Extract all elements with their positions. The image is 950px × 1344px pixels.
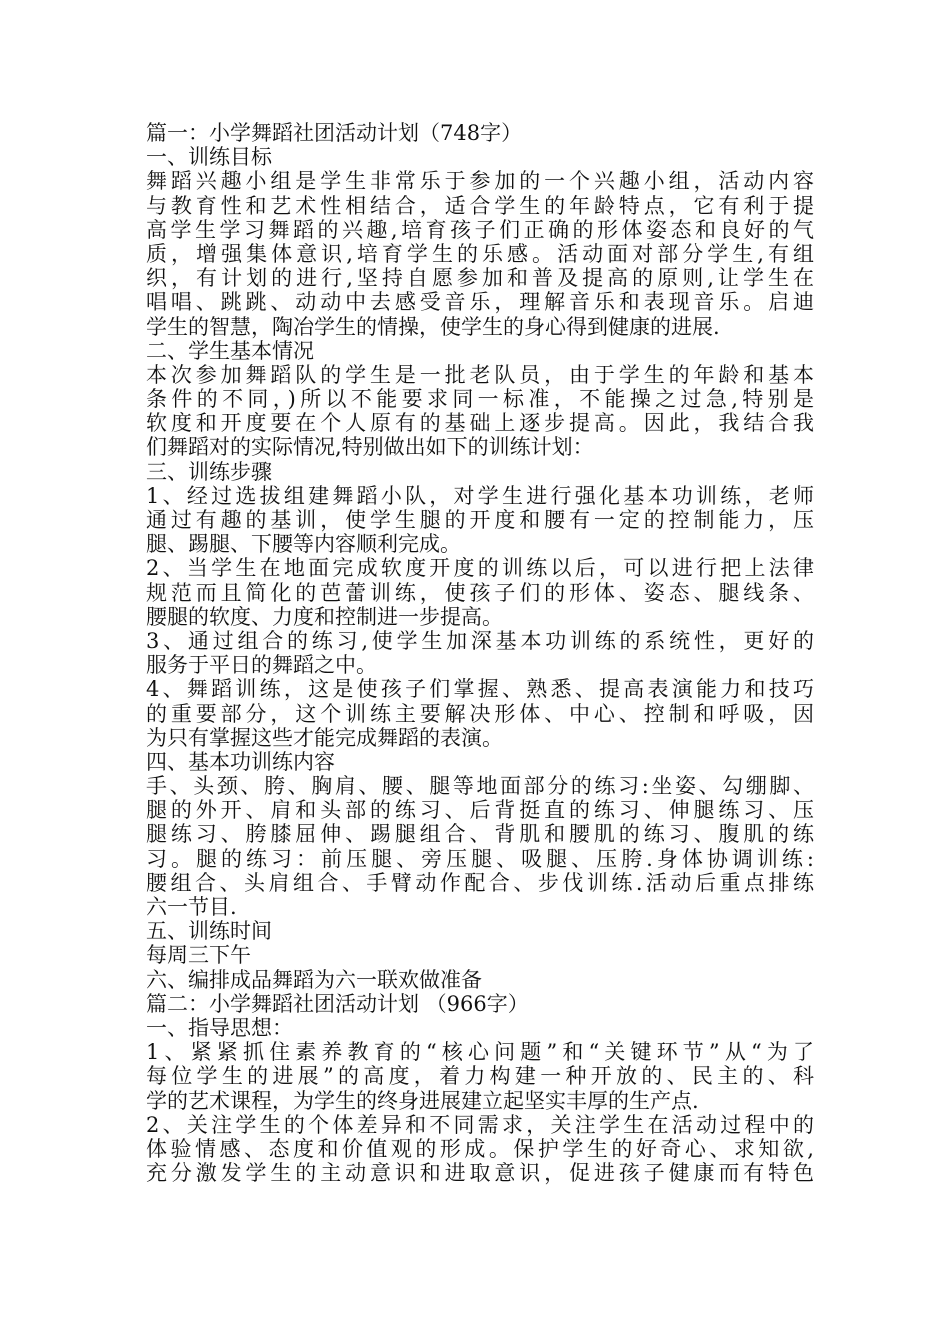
paragraph-line: 的重要部分，这个训练主要解决形体、中心、控制和呼吸，因: [146, 701, 814, 726]
paragraph-line: 每周三下午: [146, 943, 251, 968]
heading-training-steps: 三、训练步骤: [146, 459, 272, 484]
paragraph-line: 2、关注学生的个体差异和不同需求，关注学生在活动过程中的: [146, 1112, 814, 1137]
paragraph-line: 与教育性和艺术性相结合，适合学生的年龄特点，它有利于提: [146, 193, 814, 218]
heading-rehearsal: 六、编排成品舞蹈为六一联欢做准备: [146, 967, 482, 992]
paragraph-line: 3、通过组合的练习,使学生加深基本功训练的系统性，更好的: [146, 628, 814, 653]
paragraph-line: 2、当学生在地面完成软度开度的训练以后，可以进行把上法律: [146, 556, 814, 581]
paragraph-line: 手、头颈、胯、胸肩、腰、腿等地面部分的练习:坐姿、勾绷脚、: [146, 774, 814, 799]
heading-training-goals: 一、训练目标: [146, 145, 272, 170]
paragraph-line: 1、经过选拔组建舞蹈小队，对学生进行强化基本功训练，老师: [146, 483, 814, 508]
paragraph-line: 规范而且简化的芭蕾训练，使孩子们的形体、姿态、腿线条、: [146, 580, 814, 605]
paragraph-line: 学生的智慧，陶冶学生的情操，使学生的身心得到健康的进展.: [146, 314, 720, 339]
document-body: [146, 121, 814, 1185]
section-title-2: 篇二：小学舞蹈社团活动计划 （966字）: [146, 991, 529, 1016]
paragraph-line: 体验情感、态度和价值观的形成。保护学生的好奇心、求知欲,: [146, 1136, 814, 1161]
paragraph-line: 软度和开度要在个人原有的基础上逐步提高。因此，我结合我: [146, 411, 814, 436]
paragraph-line: 4、舞蹈训练，这是使孩子们掌握、熟悉、提高表演能力和技巧: [146, 677, 814, 702]
paragraph-line: 织，有计划的进行,坚持自愿参加和普及提高的原则,让学生在: [146, 266, 814, 291]
paragraph-line: 腰组合、头肩组合、手臂动作配合、步伐训练.活动后重点排练: [146, 870, 814, 895]
paragraph-line: 1、紧紧抓住素养教育的“核心问题”和“关键环节”从“为了: [146, 1040, 814, 1065]
paragraph-line: 本次参加舞蹈队的学生是一批老队员，由于学生的年龄和基本: [146, 362, 814, 387]
section-title-1: 篇一：小学舞蹈社团活动计划（748字）: [146, 121, 523, 145]
paragraph-line: 服务于平日的舞蹈之中。: [146, 653, 377, 678]
paragraph-line: 高学生学习舞蹈的兴趣,培育孩子们正确的形体姿态和良好的气: [146, 217, 814, 242]
paragraph-line: 充分激发学生的主动意识和进取意识，促进孩子健康而有特色: [146, 1161, 814, 1186]
paragraph-line: 腿的外开、肩和头部的练习、后背挺直的练习、伸腿练习、压: [146, 798, 814, 823]
paragraph-line: 习。腿的练习：前压腿、旁压腿、吸腿、压胯.身体协调训练:: [146, 846, 814, 871]
heading-basic-training-content: 四、基本功训练内容: [146, 749, 335, 774]
paragraph-line: 学的艺术课程，为学生的终身进展建立起坚实丰厚的生产点.: [146, 1088, 699, 1113]
paragraph-line: 腰腿的软度、力度和控制进一步提高。: [146, 604, 503, 629]
heading-training-time: 五、训练时间: [146, 919, 272, 944]
paragraph-line: 每位学生的进展”的高度，着力构建一种开放的、民主的、科: [146, 1064, 814, 1089]
heading-guiding-ideology: 一、指导思想：: [146, 1015, 293, 1040]
paragraph-line: 六一节目.: [146, 895, 237, 919]
paragraph-line: 质，增强集体意识,培育学生的乐感。活动面对部分学生,有组: [146, 241, 814, 266]
paragraph-line: 唱唱、跳跳、动动中去感受音乐，理解音乐和表现音乐。启迪: [146, 290, 814, 315]
heading-student-situation: 二、学生基本情况: [146, 338, 314, 363]
paragraph-line: 腿、踢腿、下腰等内容顺利完成。: [146, 532, 461, 557]
paragraph-line: 舞蹈兴趣小组是学生非常乐于参加的一个兴趣小组，活动内容: [146, 169, 814, 194]
paragraph-line: 腿练习、胯膝屈伸、踢腿组合、背肌和腰肌的练习、腹肌的练: [146, 822, 814, 847]
paragraph-line: 条件的不同，)所以不能要求同一标准，不能操之过急,特别是: [146, 387, 814, 412]
paragraph-line: 为只有掌握这些才能完成舞蹈的表演。: [146, 725, 503, 750]
paragraph-line: 们舞蹈对的实际情况,特别做出如下的训练计划：: [146, 435, 594, 460]
paragraph-line: 通过有趣的基训，使学生腿的开度和腰有一定的控制能力，压: [146, 508, 814, 532]
